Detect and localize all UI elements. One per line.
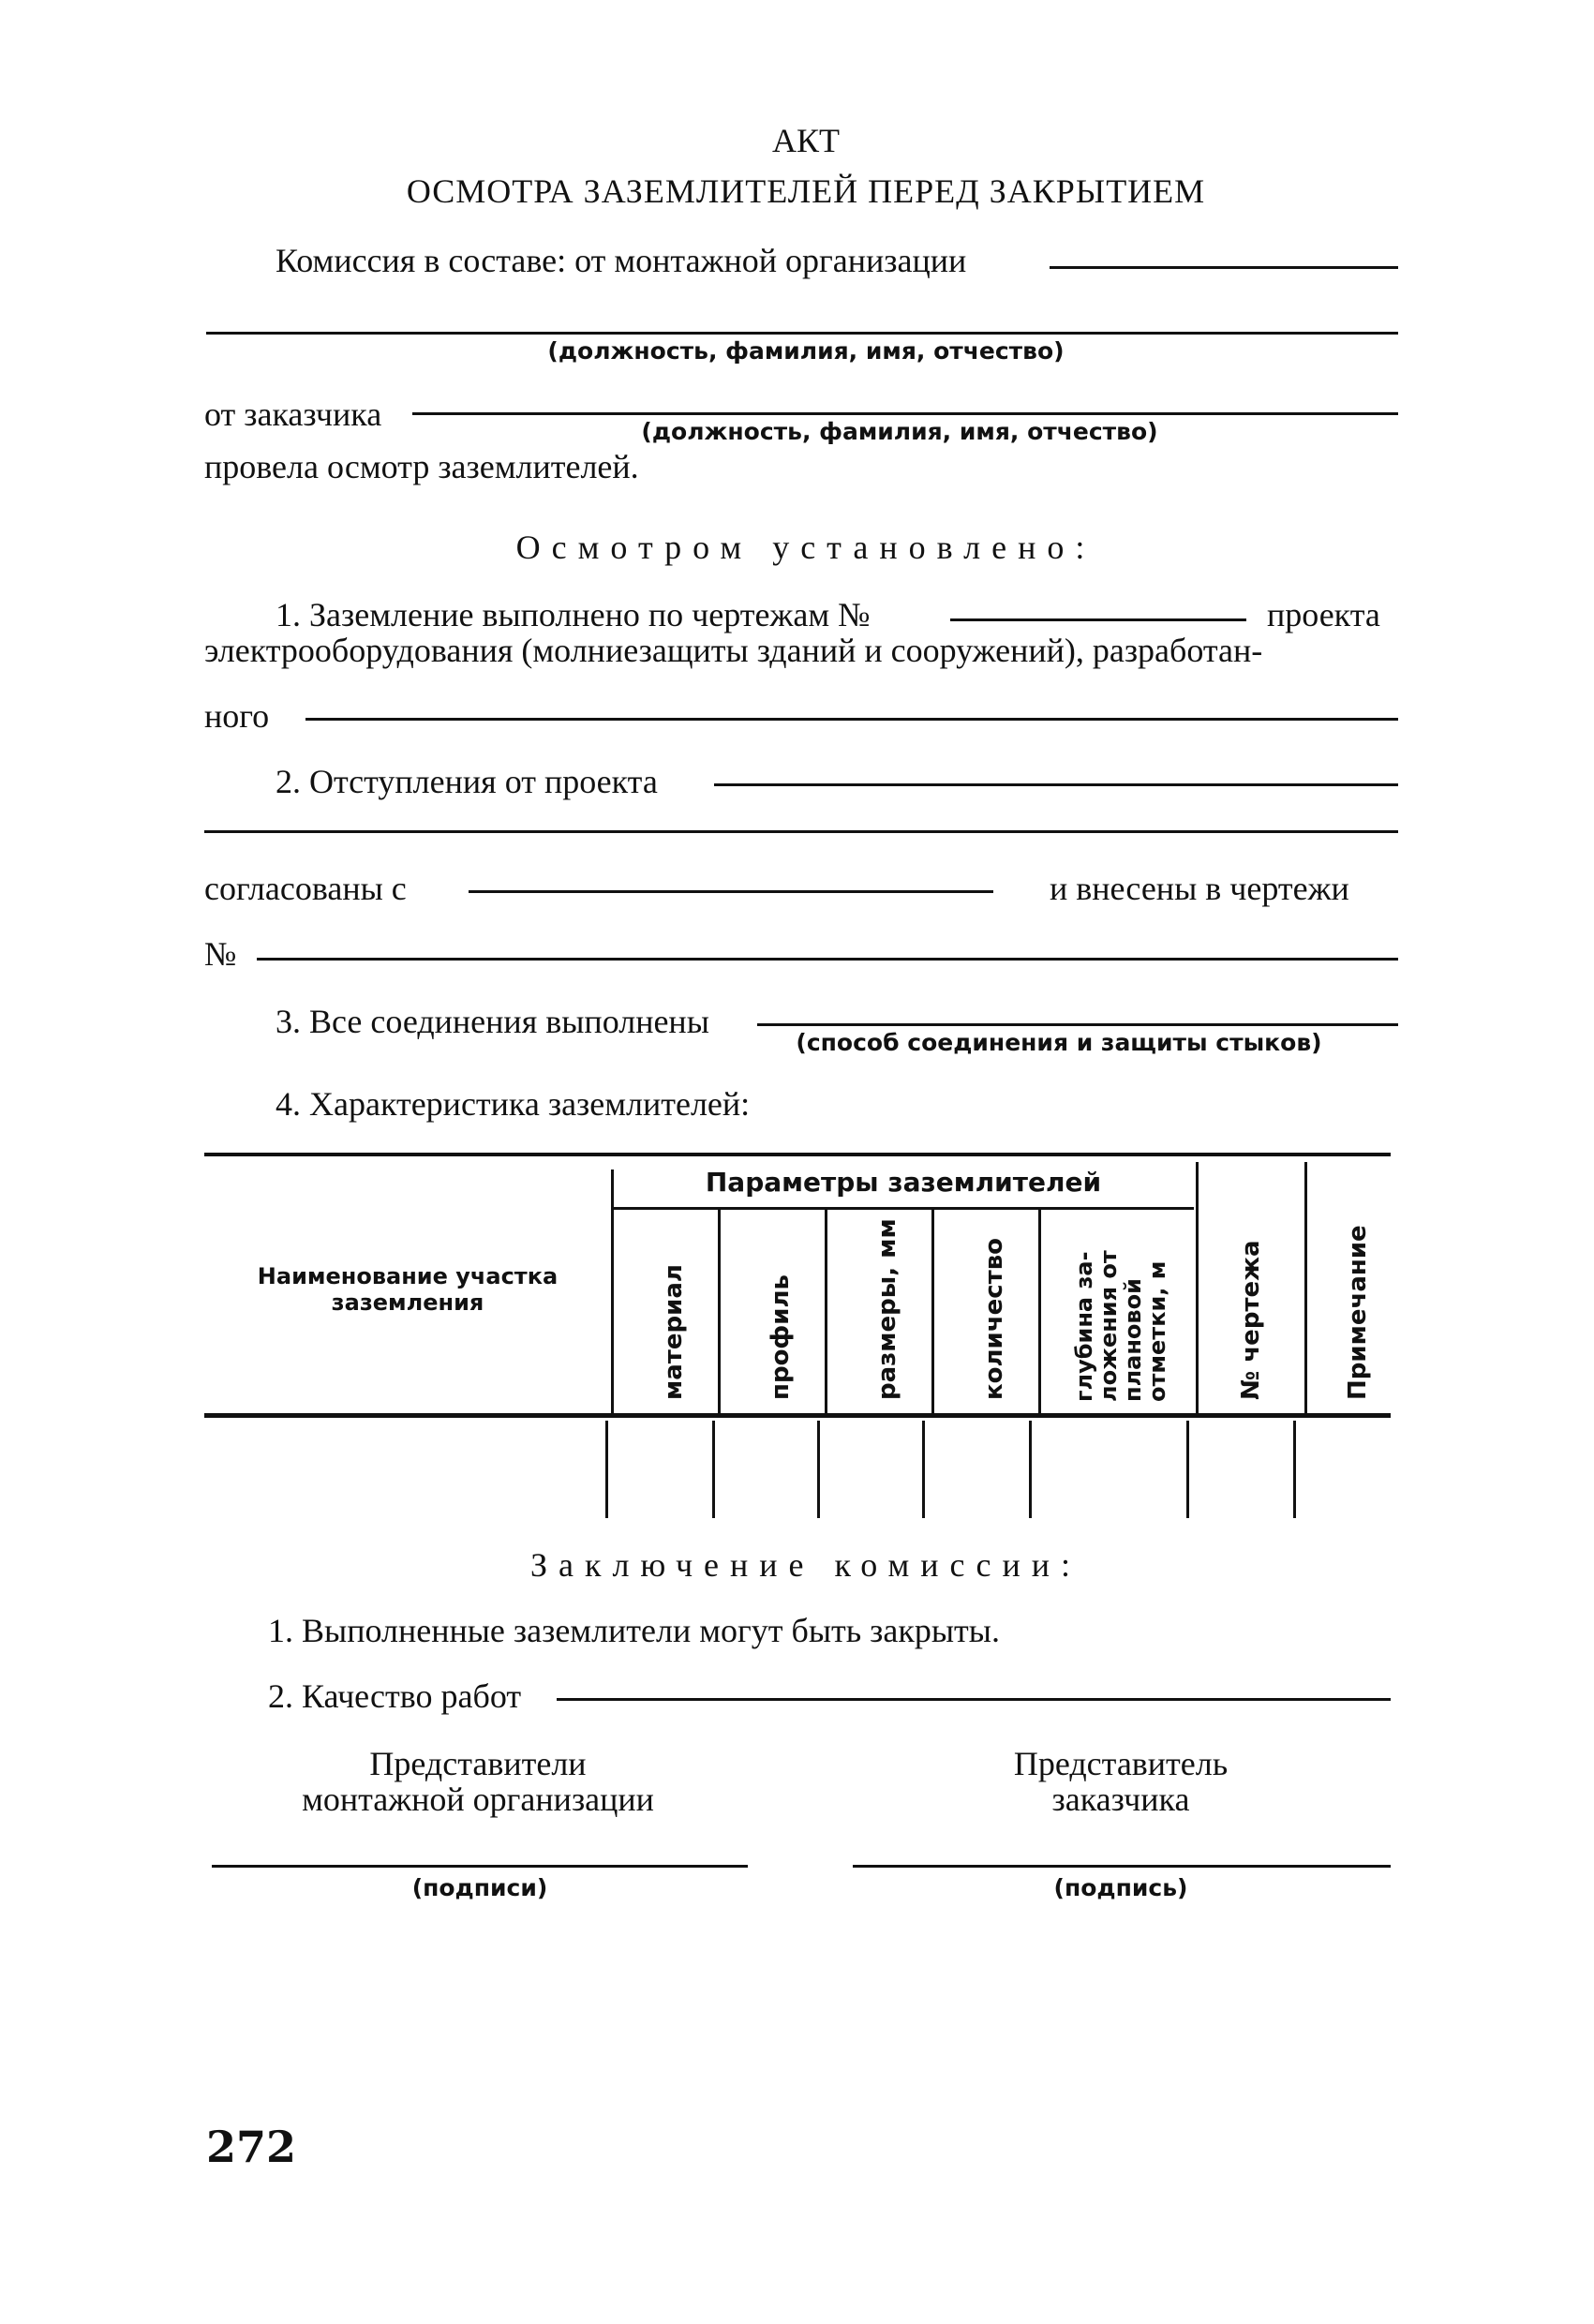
col-profile: профиль: [767, 1274, 795, 1400]
conclusion-item1: 1. Выполненные заземлители могут быть закрыты.: [268, 1612, 1000, 1649]
commission-field-1: [1050, 266, 1398, 269]
agreed-with-label: согласованы с: [204, 870, 407, 907]
entered-into-label: и внесены в чертежи: [1050, 870, 1349, 907]
item4-label: 4. Характеристика заземлителей:: [276, 1085, 751, 1123]
sig-left-caption: (подписи): [411, 1874, 548, 1901]
findings-heading: Осмотром установлено:: [515, 529, 1096, 566]
developer-field: [305, 718, 1398, 721]
col-group-parameters: Параметры заземлителей: [705, 1167, 1102, 1198]
sig-left-line2: монтажной организации: [302, 1780, 654, 1818]
connections-caption: (способ соединения и защиты стыков): [796, 1029, 1322, 1056]
col-note: Примечание: [1344, 1225, 1372, 1400]
item3-label: 3. Все соединения выполнены: [276, 1003, 709, 1040]
quality-field: [557, 1698, 1391, 1701]
item1-drawing-field: [950, 618, 1246, 621]
table-top-rule: [204, 1153, 1391, 1156]
col-dimensions: размеры, мм: [873, 1218, 901, 1400]
conducted-text: провела осмотр заземлителей.: [204, 448, 639, 485]
caption-position-name-2: (должность, фамилия, имя, отчество): [641, 418, 1158, 445]
item1-text-line2: электрооборудования (молниезащиты зданий и сооружений), разработан-: [204, 632, 1263, 669]
item1-text-b: проекта: [1267, 596, 1380, 633]
item1-text-a: 1. Заземление выполнено по чертежам №: [276, 596, 871, 633]
item2-label: 2. Отступления от проекта: [276, 763, 658, 800]
commission-label: Комиссия в составе: от монтажной организации: [276, 242, 967, 279]
agreed-with-field: [469, 890, 993, 893]
conclusion-item2-label: 2. Качество работ: [268, 1677, 522, 1715]
sig-right-line: [853, 1865, 1391, 1868]
sig-right-line2: заказчика: [1051, 1780, 1190, 1818]
drawing-number-field: [257, 958, 1398, 961]
caption-position-name-1: (должность, фамилия, имя, отчество): [547, 337, 1065, 365]
commission-field-2: [206, 332, 1398, 335]
sig-left-line: [212, 1865, 748, 1868]
sig-right-caption: (подпись): [1053, 1874, 1188, 1901]
col-quantity: количество: [980, 1237, 1008, 1400]
table-group-rule: [613, 1207, 1194, 1210]
connections-field: [757, 1023, 1398, 1026]
document-title-line2: ОСМОТРА ЗАЗЕМЛИТЕЛЕЙ ПЕРЕД ЗАКРЫТИЕМ: [406, 172, 1206, 210]
number-sign: №: [204, 935, 237, 973]
document-title-line1: АКТ: [772, 122, 840, 159]
col-material: материал: [660, 1264, 688, 1400]
deviations-field-2: [204, 830, 1398, 833]
col-depth: глубина за- ложения от плановой отметки, м: [1071, 1250, 1170, 1402]
deviations-field-1: [714, 783, 1398, 786]
page-number: 272: [206, 2122, 297, 2172]
conclusion-heading: Заключение комиссии:: [529, 1546, 1082, 1584]
customer-label: от заказчика: [204, 395, 382, 433]
col-section-name: Наименование участка заземления: [257, 1263, 559, 1316]
sig-right-line1: Представитель: [1013, 1745, 1229, 1782]
sig-left-line1: Представители: [369, 1745, 587, 1782]
customer-field: [412, 412, 1398, 415]
item1-text-line3: ного: [204, 697, 270, 735]
table-header-rule: [204, 1413, 1391, 1418]
col-drawing-number: № чертежа: [1237, 1240, 1265, 1400]
